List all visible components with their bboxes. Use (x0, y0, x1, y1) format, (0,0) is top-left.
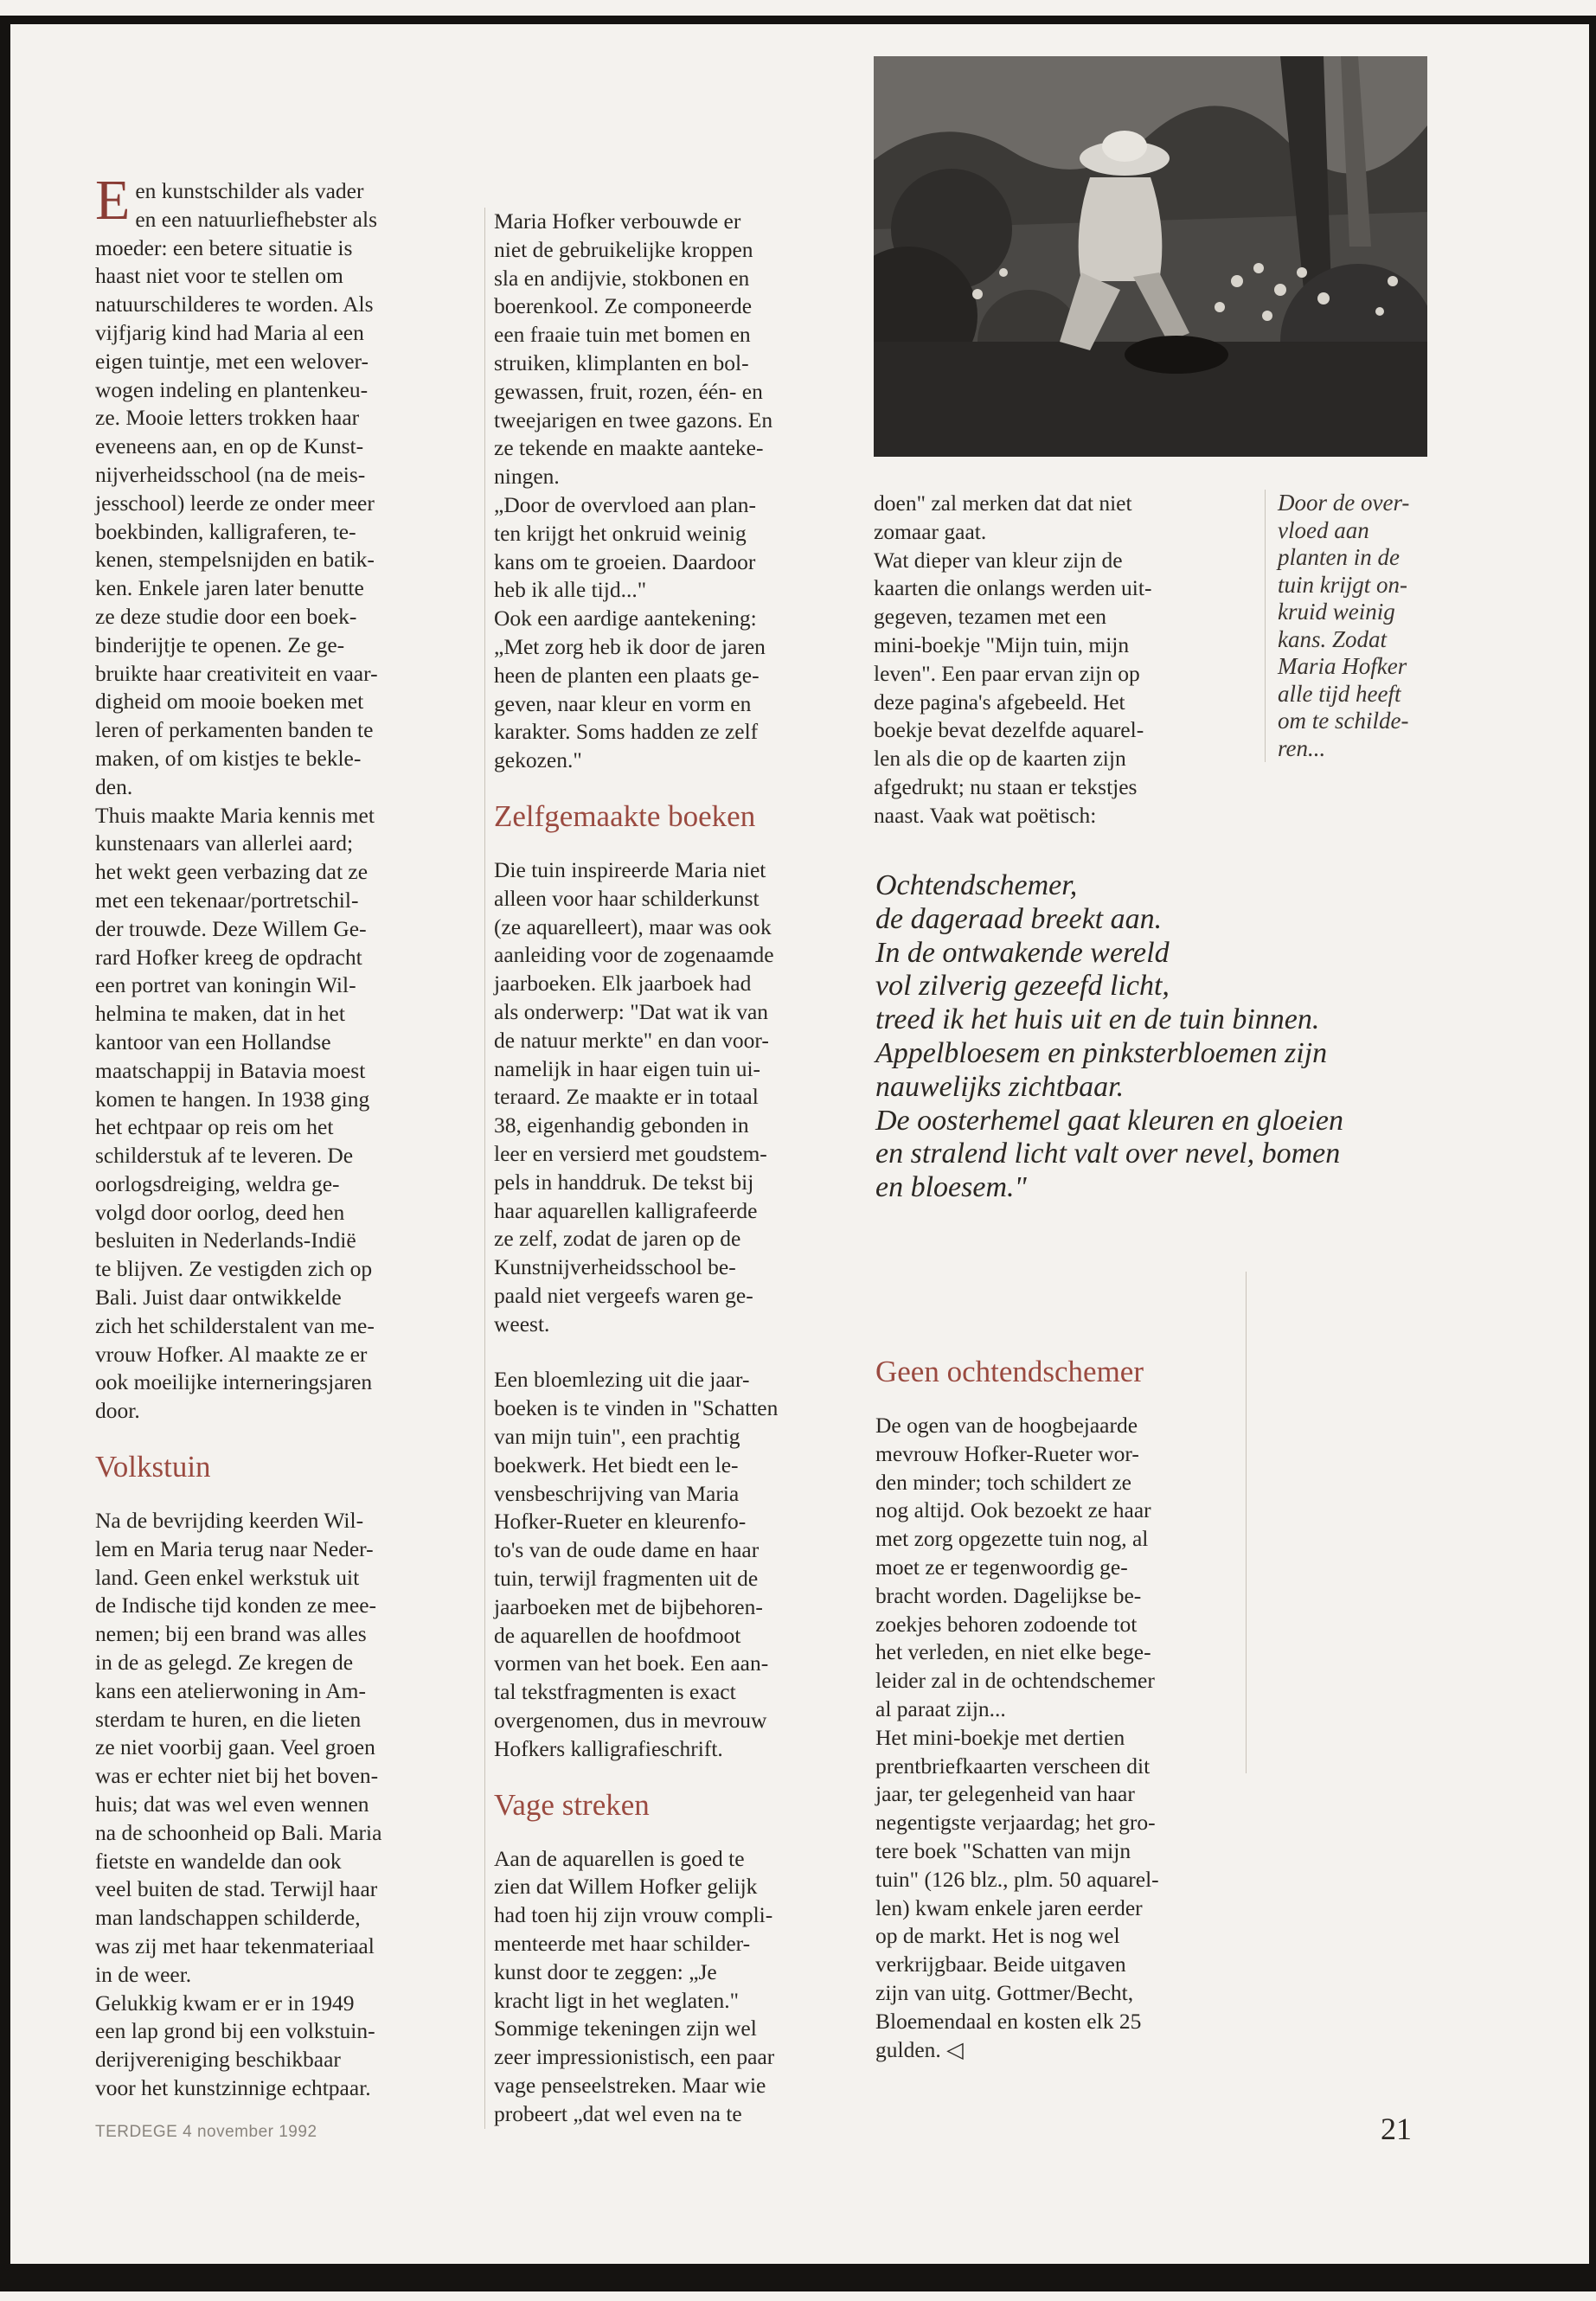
intro-paragraph (95, 169, 458, 802)
publication-footer: TERDEGE 4 november 1992 (95, 2123, 317, 2141)
paragraph: Thuis maakte Maria kennis met kunstenaars van allerlei aard; het wekt geen verbazing dat ze met een tekenaar/portretschil- der trouwde. Deze Willem Ge- rard Hofker kreeg de opdracht een portret van koningin Wil- helmina te maken, dat in het kantoor van een Hollandse maatschappij in Batavia moest komen te hangen. In 1938 ging het echtpaar op reis om het schilderstuk af te leveren. De oorlogsdreiging, weldra ge- volgd door oorlog, deed hen besluiten in Nederlands-Indië te blijven. Ze vestigden zich op Bali. Juist daar ontwikkelde zich het schilderstalent van me- vrouw Hofker. Al maakte ze er ook moeilijke interneringsjaren door. (95, 802, 375, 1424)
paragraph: Aan de aquarellen is goed te zien dat Willem Hofker gelijk had toen hij zijn vrouw compli- menteerde met haar schilder- kunst door te zeggen: „Je kracht ligt in het weglaten." Sommige tekeningen zijn wel zeer impressionistisch, een paar vage penseelstreken. Maar wie probeert „dat wel even na te (494, 1845, 775, 2126)
paragraph: Het mini-boekje met dertien prentbriefkaarten verscheen dit jaar, ter gelegenheid van haar negentigste verjaardag; het gro- tere boek "Schatten van mijn tuin" (126 blz., plm. 50 aquarel- len) kwam enkele jaren eerder op de markt. Het is nog wel verkrijgbaar. Beide uitgaven zijn van uitg. Gottmer/Becht, Bloemendaal en kosten elk 25 gulden. ◁ (875, 1724, 1159, 2062)
section-heading-geen-ochtendschemer: Geen ochtendschemer (875, 1355, 1144, 1388)
quote-paragraph: „Door de overvloed aan plan- ten krijgt het onkruid weinig kans om te groeien. Daardoor heb ik alle tijd..." (494, 491, 757, 603)
paragraph: Een bloemlezing uit die jaar- boeken is te vinden in "Schatten van mijn tuin", een prachtig boekwerk. Het biedt een le- vensbeschrijving van Maria Hofker-Rueter en kleurenfo- to's van de oude dame en haar tuin, terwijl fragmenten uit de jaarboeken met de bijbehoren- de aquarellen de hoofdmoot vormen van het boek. Een aan- tal tekstfragmenten is exact overgenomen, dus in mevrouw Hofkers kalligrafieschrift. (494, 1367, 779, 1761)
paragraph: De ogen van de hoogbejaarde mevrouw Hofker-Rueter wor- den minder; toch schildert ze nog altijd. Ook bezoekt ze haar met zorg opgezette tuin nog, al moet ze er tegenwoordig ge- bracht worden. Dagelijkse be- zoekjes behoren zodoende tot het verleden, en niet elke bege- leider zal in de ochtendschemer al paraat zijn... (875, 1413, 1155, 1721)
article-column-3 (874, 490, 1237, 830)
article-column-1 (95, 169, 458, 2103)
paragraph: Na de bevrijding keerden Wil- lem en Maria terug naar Neder- land. Geen enkel werkstuk uit de Indische tijd konden ze mee- nemen; bij een brand was alles in de as gelegd. Ze kregen de kans een atelierwoning in Am- sterdam te huren, en die lieten ze niet voorbij gaan. Veel groen was er echter niet bij het boven- huis; dat was wel even wennen na de schoonheid op Bali. Maria fietste en wandelde dan ook veel buiten de stad. Terwijl haar man landschappen schilderde, was zij met haar tekenmateriaal in de weer. (95, 1508, 382, 1987)
scan-border-top (0, 16, 1596, 24)
paragraph: Die tuin inspireerde Maria niet alleen voor haar schilderkunst (ze aquarelleert), maar was ook aanleiding voor de zogenaamde jaarboeken. Elk jaarboek had als onderwerp: "Dat wat ik van de natuur merkte" en dan voor- namelijk in haar eigen tuin ui- teraard. Ze maakte er in totaal 38, eigenhandig gebonden in leer en versierd met goudstem- pels in handdruk. De tekst bij haar aquarellen kalligrafeerde ze zelf, zodat de jaren op de Kunstnijverheidsschool be- paald niet vergeefs waren ge- weest. (494, 856, 774, 1336)
section-heading-vage-streken: Vage streken (494, 1787, 650, 1822)
garden-photo (874, 56, 1427, 457)
paragraph: Wat dieper van kleur zijn de kaarten die onlangs werden uit- gegeven, tezamen met een mini-boekje "Mijn tuin, mijn leven". Een paar ervan zijn op deze pagina's afgebeeld. Het boekje bevat dezelfde aquarel- len als die op de kaarten zijn afgedrukt; nu staan er tekstjes naast. Vaak wat poëtisch: (874, 547, 1152, 828)
intro-text: en kunstschilder als vader en een natuurliefhebster als moeder: een betere situatie is haast niet voor te stellen om natuurschilderes te worden. Als vijfjarig kind had Maria al een eigen tuintje, met een welover- wogen indeling en plantenkeu- ze. Mooie letters trokken haar eveneens aan, en op de Kunst- nijverheidsschool (na de meis- jesschool) leerde ze onder meer boekbinden, kalligraferen, te- kenen, stempelsnijden en batik- ken. Enkele jaren later benutte ze deze studie door een boek- binderijtje te openen. Ze ge- bruikte haar creativiteit en vaar- digheid om mooie boeken met leren of perkamenten banden te maken, of om kistjes te bekle- den. (95, 178, 378, 799)
section-heading-volkstuin: Volkstuin (95, 1450, 211, 1484)
scan-border-right (1589, 16, 1596, 2265)
article-column-2 (484, 208, 857, 2129)
article-column-4 (875, 1330, 1239, 2064)
paragraph: doen" zal merken dat dat niet zomaar gaat. (874, 490, 1132, 544)
paragraph: Maria Hofker verbouwde er niet de gebruikelijke kroppen sla en andijvie, stokbonen en boerenkool. Ze componeerde een fraaie tuin met bomen en struiken, klimplanten en bol- gewassen, fruit, rozen, één- en tweejarigen en twee gazons. En ze tekende en maakte aanteke- ningen. (494, 208, 773, 490)
scan-border-bottom (0, 2264, 1596, 2291)
column-rule (1246, 1272, 1247, 1773)
paragraph: Ook een aardige aantekening: „Met zorg heb ik door de jaren heen de planten een plaats ge- geven, naar kleur en vorm en karakter. Soms hadden ze zelf gekozen." (494, 606, 766, 773)
poem-quote: Ochtendschemer, de dageraad breekt aan. In de ontwakende wereld vol zilverig gezeefd licht, treed ik het huis uit en de tuin binnen. Appelbloesem en pinksterbloemen zijn nauwelijks zichtbaar. De oosterhemel gaat kleuren en gloeien en stralend licht valt over nevel, bomen en bloesem." (875, 869, 1344, 1204)
scan-border-left (0, 16, 10, 2265)
paragraph: Gelukkig kwam er er in 1949 een lap grond bij een volkstuin- derijvereniging beschikbaar voor het kunstzinnige echtpaar. (95, 1990, 375, 2100)
page-number: 21 (1381, 2112, 1412, 2146)
section-heading-zelfgemaakte-boeken: Zelfgemaakte boeken (494, 798, 756, 833)
garden-photo-illustration (874, 56, 1427, 457)
drop-cap: E (95, 169, 131, 232)
pull-quote: Door de over- vloed aan planten in de tuin krijgt on- kruid weinig kans. Zodat Maria Hofker alle tijd heeft om te schilde- ren... (1265, 490, 1442, 762)
